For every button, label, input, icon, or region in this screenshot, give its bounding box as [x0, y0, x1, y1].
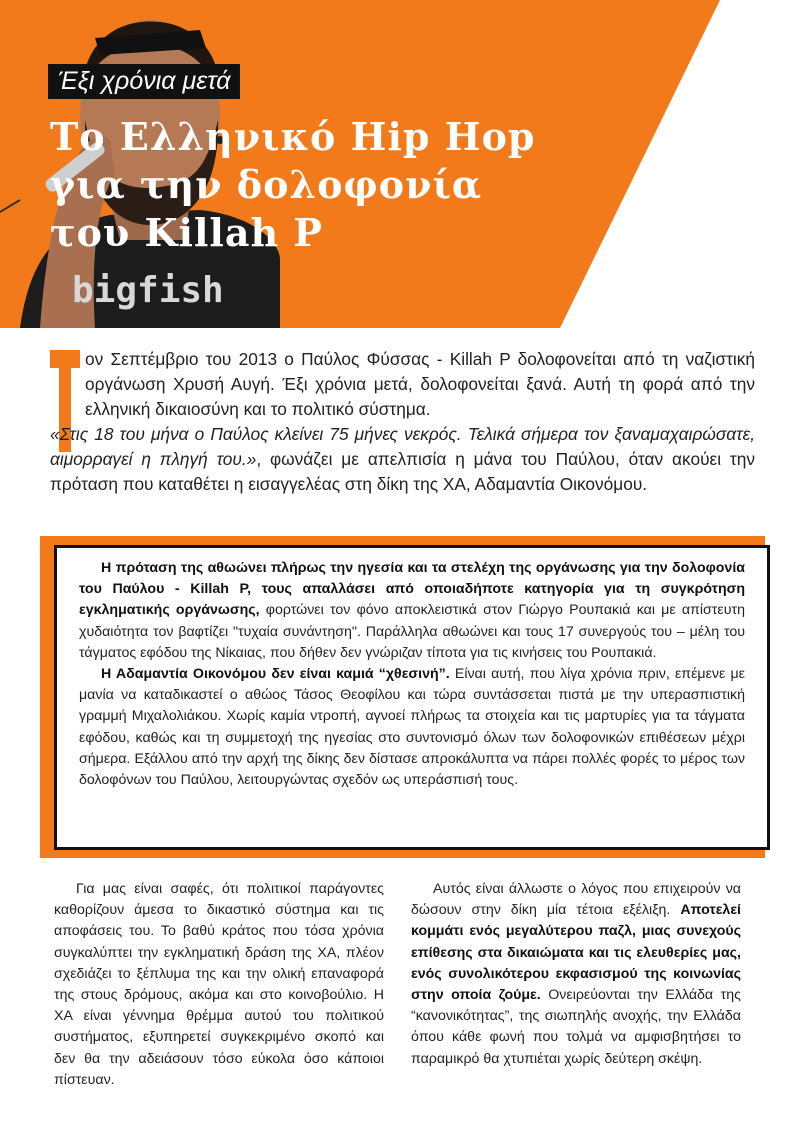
shirt-text: bigfish — [72, 270, 224, 311]
callout-bold-text: Η πρόταση της αθωώνει πλήρως την ηγεσία και τα στελέχη της οργάνωσης για την δολοφονία του Παύλου - Killah P, τους απαλλάσει από οποιαδήποτε κατηγορία για τη συγκρότηση εγκληματικής οργάνωσης, — [79, 560, 745, 619]
intro-quote-paragraph — [50, 422, 755, 497]
callout-paragraph: Η πρόταση της αθωώνει πλήρως την ηγεσία και τα στελέχη της οργάνωσης για την δολοφονία του Παύλου - Killah P, τους απαλλάσει από οποιαδήποτε κατηγορία για τη συγκρότηση εγκληματικής οργάνωσης, φορτώνει τον φόνο αποκλειστικά στον Γιώργο Ρουπακιά και με απίστευτη χυδαιότητα τον βαφτίζει "τυχαία συνάντηση". Παράλληλα αθωώνει και τους 17 συνεργούς του – μέλη του τάγματος εφόδου της Νίκαιας, που δήθεν δεν γνώριζαν τίποτα για τις κινήσεις του Ρουπακιά. — [79, 560, 745, 661]
drop-cap-letter: Τ — [65, 410, 66, 411]
callout-bold-text: Η Αδαμαντία Οικονόμου δεν είναι καμιά “χθεσινή”. — [101, 666, 450, 683]
article-headline — [50, 113, 570, 257]
headline-line: Το Ελληνικό Hip Hop — [50, 114, 536, 159]
quote-attribution: , φωνάζει με απελπισία η μάνα του Παύλου, όταν ακούει την πρόταση που καταθέτει η εισαγγελέας στη δίκη της ΧΑ, Αδαμαντία Οικονόμου. — [50, 449, 755, 494]
headline-line: του Killah P — [50, 210, 323, 255]
column-left — [54, 879, 384, 1091]
column-right — [411, 879, 741, 1070]
intro-paragraph: ον Σεπτέμβριο του 2013 ο Παύλος Φύσσας - Killah P δολοφονείται από τη ναζιστική οργάνωση Χρυσή Αυγή. Έξι χρόνια μετά, δολοφονείται ξανά. Αυτή τη φορά από την ελληνική δικαιοσύνη και το πολιτικό σύστημα. — [85, 349, 755, 419]
column-paragraph: Αυτός είναι άλλωστε ο λόγος που επιχειρούν να δώσουν στην δίκη μία τέτοια εξέλιξη. Αποτελεί κομμάτι ενός μεγαλύτερου παζλ, μιας συνεχούς επίθεσης στα δικαιώματα και τις ελευθερίες μας, ενός συνολικότερου εκφασισμού της κοινωνίας στην οποία ζούμε. Ονειρεύονται την Ελλάδα της “κανονικότητας”, της σιωπηλής ανοχής, την Ελλάδα όπου κάθε φωνή που τολμά να αμφισβητήσει το παραμικρό θα χτυπιέται χωρίς δεύτερη σκέψη. — [411, 881, 741, 1067]
headline-line: για την δολοφονία — [50, 162, 483, 207]
column-paragraph: Για μας είναι σαφές, ότι πολιτικοί παράγοντες καθορίζουν άμεσα το δικαστικό σύστημα και τις αποφάσεις του. Το βαθύ κράτος που τόσα χρόνια συγκαλύπτει την εγκληματική δράση της ΧΑ, πλέον σχεδιάζει το ξέπλυμα της και την ολική επαναφορά της στους δρόμους, ακόμα και στο κοινοβούλιο. Η ΧΑ είναι γέννημα θρέμμα αυτού του πολιτικού συστήματος, εξυπηρετεί συγκεκριμένο σκοπό και δεν θα την αδειάσουν τόσο εύκολα όσο κάποιοι πίστευαν. — [54, 881, 384, 1088]
section-kicker: Έξι χρόνια μετά — [48, 64, 240, 99]
column-bold-text: Αποτελεί κομμάτι ενός μεγαλύτερου παζλ, μιας συνεχούς επίθεσης στα δικαιώματα και τις ελευθερίες μας, ενός συνολικότερου εκφασισμού της κοινωνίας στην οποία ζούμε. — [411, 902, 741, 1004]
intro-text — [50, 347, 755, 497]
callout-paragraph: Η Αδαμαντία Οικονόμου δεν είναι καμιά “χθεσινή”. Είναι αυτή, που λίγα χρόνια πριν, επέμενε με μανία να καταδικαστεί ο αθώος Τάσος Θεοφίλου και τώρα συντάσσεται πιστά με την υπερασπιστική γραμμή Μιχαλολιάκου. Χωρίς καμία ντροπή, αγνοεί πλήρως τα στοιχεία και τις μαρτυρίες για τα τάγματα εφόδου, καθώς και τη συμμετοχή της ηγεσίας στο συντονισμό όλων των δολοφονικών επιθέσεων μέχρι σήμερα. Εξάλλου από την αρχή της δίκης δεν δίστασε απροκάλυπτα να πάρει πολλές φορές το μέρος των δολοφόνων του Παύλου, λειτουργώντας σχεδόν ως υπεράσπισή τους. — [79, 666, 746, 789]
header-banner — [0, 0, 800, 328]
callout-box — [54, 545, 770, 850]
mother-quote: «Στις 18 του μήνα ο Παύλος κλείνει 75 μήνες νεκρός. Τελικά σήμερα τον ξαναμαχαιρώσατε, αιμορραγεί η πληγή του.» — [50, 424, 755, 469]
